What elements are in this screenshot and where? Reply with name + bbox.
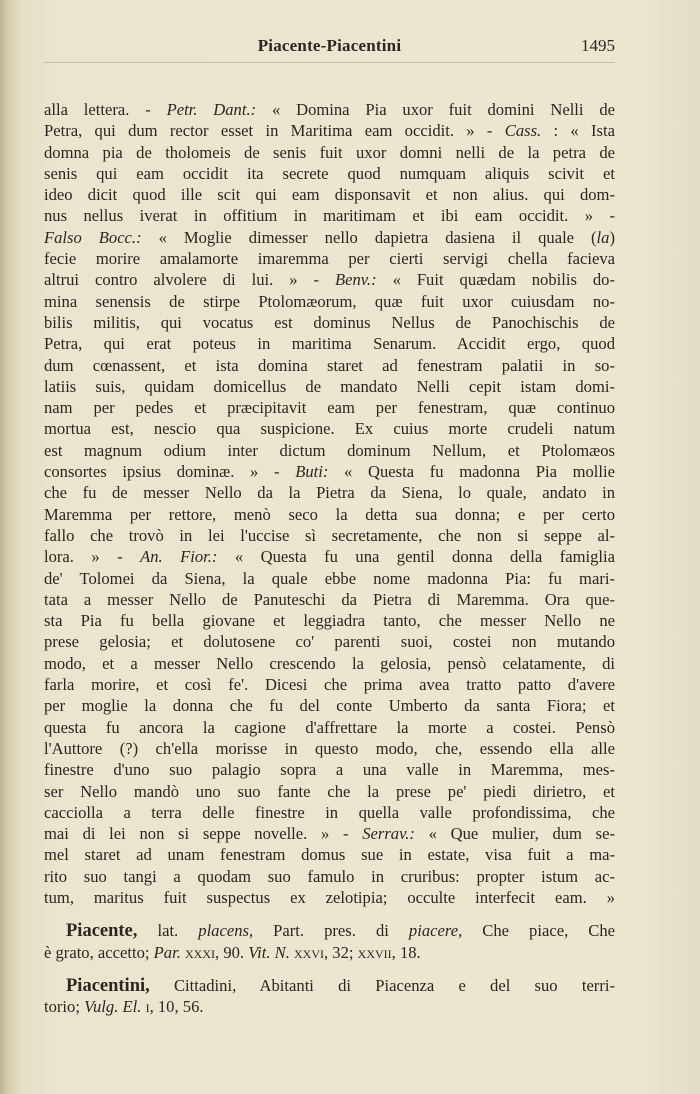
text-line <box>44 333 615 354</box>
text-run: per moglie la donna che fu del conte Umberto da santa Fiora; et <box>44 696 615 716</box>
text-line <box>44 738 615 759</box>
dictionary-entry <box>44 920 615 963</box>
text-run: « Questa fu madonna Pia mollie <box>328 462 615 482</box>
italic-citation: Cass. <box>504 121 542 141</box>
text-run: , 90. <box>215 942 249 962</box>
text-line <box>44 99 615 120</box>
text-line <box>44 823 615 844</box>
text-run: sta Pia fu bella giovane et leggiadra tanto, che messer Nello ne <box>44 611 615 631</box>
headword: Piacentini, <box>66 975 150 996</box>
text-run: ) <box>609 227 615 247</box>
page-number: 1495 <box>581 36 615 55</box>
entry-gap <box>44 908 615 920</box>
text-run: fallo che trovò in lei l'uccise sì secretamente, che non si seppe al- <box>44 525 615 545</box>
text-line <box>44 227 615 248</box>
roman-numeral: xxvi <box>294 942 324 962</box>
text-run: « Moglie dimesser nello dapietra dasiena il quale ( <box>141 227 597 247</box>
entry-gap <box>44 963 615 975</box>
text-run: Petra, qui erat poteus in maritima Senarum. Accidit ergo, quod <box>44 334 615 354</box>
text-line <box>44 631 615 652</box>
text-line <box>44 120 615 141</box>
text-line <box>44 269 615 290</box>
text-run: l'Auttore (?) ch'ella morisse in questo modo, che, essendo ella alle <box>44 738 615 758</box>
text-run: nus nellus iverat in offitium in maritimam et ibi eam occidit. » - <box>44 206 615 226</box>
text-line <box>44 844 615 865</box>
running-header <box>44 36 615 58</box>
text-run: mortua est, nescio qua suspicione. Ex cuius morte crudeli natum <box>44 419 615 439</box>
text-line <box>44 920 615 941</box>
italic-citation: piacere, <box>408 921 463 941</box>
text-run: ser Nello mandò uno suo fante che la prese pe' piedi dirietro, et <box>44 781 615 801</box>
text-line <box>44 695 615 716</box>
text-run: Petra, qui dum rector esset in Maritima eam occidit. » - <box>44 121 505 141</box>
italic-citation: la <box>596 227 610 247</box>
text-line <box>44 482 615 503</box>
text-run: Cittadini, Abitanti di Piacenza e del suo terri- <box>149 975 615 995</box>
headword: Piacente, <box>66 921 138 942</box>
roman-numeral: i <box>145 997 150 1017</box>
text-run: : « Ista <box>541 121 615 141</box>
text-run: « Domina Pia uxor fuit domini Nelli de <box>256 100 616 119</box>
italic-citation: Benv.: <box>335 270 377 290</box>
text-line <box>44 376 615 397</box>
text-run: ideo dicit quod ille scit qui eam disponsavit et non alius. qui dom- <box>44 185 615 205</box>
text-line <box>44 610 615 631</box>
text-run: dum cœnassent, et ista domina staret ad fenestram palatii in so- <box>44 355 615 375</box>
text-run: , 18. <box>391 942 421 962</box>
header-rule <box>44 62 615 63</box>
text-run: , 32; <box>324 942 358 962</box>
text-run: domna pia de tholomeis de senis fuit uxor domni nelli de la petra de <box>44 142 615 162</box>
text-line <box>44 504 615 525</box>
text-line <box>44 996 615 1017</box>
main-paragraph <box>44 99 615 908</box>
text-run: tum, maritus fuit suspectus ex zelotipia; occulte interfecit eam. » <box>44 887 615 907</box>
text-run: lora. » - <box>44 547 141 567</box>
text-run: mina senensis de stirpe Ptolomæorum, quæ fuit uxor cuiusdam no- <box>44 291 615 311</box>
text-run: est magnum odium inter dictum dominum Nellum, et Ptolomæos <box>44 440 615 460</box>
text-line <box>44 942 615 963</box>
roman-numeral: xxxi <box>185 942 216 962</box>
text-run: modo, et a messer Nello crescendo la gelosia, pensò celatamente, di <box>44 653 615 673</box>
italic-citation: Vit. N. <box>248 942 290 962</box>
text-run: torio; <box>44 997 85 1017</box>
italic-citation: Serrav.: <box>362 824 415 844</box>
italic-citation: Vulg. El. <box>84 997 142 1017</box>
text-run: « Fuit quædam nobilis do- <box>376 270 615 290</box>
text-run: « Questa fu una gentil donna della famiglia <box>217 547 615 567</box>
italic-citation: Par. <box>153 942 181 962</box>
text-line <box>44 355 615 376</box>
text-run: bilis militis, qui vocatus est dominus Nellus de Panochischis de <box>44 312 615 332</box>
text-run: mel staret ad unam fenestram domus sue in estate, visa fuit a ma- <box>44 845 615 865</box>
text-run: rito suo tangi a quodam suo famulo in cruribus: propter istum ac- <box>44 866 615 886</box>
text-line <box>44 184 615 205</box>
text-run: alla lettera. - <box>44 100 167 119</box>
text-run: « Que mulier, dum se- <box>414 824 615 844</box>
text-run: tata a messer Nello de Panuteschi da Pietra di Maremma. Ora que- <box>44 589 615 609</box>
text-run: lat. <box>137 921 199 941</box>
italic-citation: Petr. Dant.: <box>166 100 257 119</box>
text-line <box>44 975 615 996</box>
text-line <box>44 717 615 738</box>
italic-citation: Falso Bocc.: <box>44 227 142 247</box>
text-run: consortes ipsius dominæ. » - <box>44 462 296 482</box>
text-line <box>44 802 615 823</box>
text-run: è grato, accetto; <box>44 942 154 962</box>
text-run: fecie morire amalamorte imaremma per cierti servigi chella facieva <box>44 249 615 269</box>
italic-citation: Buti: <box>295 462 329 482</box>
dictionary-entry <box>44 975 615 1018</box>
text-line <box>44 589 615 610</box>
text-line <box>44 291 615 312</box>
text-line <box>44 866 615 887</box>
text-run: farla morire, et così fe'. Dicesi che prima avea tratto patto d'avere <box>44 675 615 695</box>
text-run: latiis suis, quidam domicellus de mandato Nelli cepit istam domi- <box>44 376 615 396</box>
text-line <box>44 397 615 418</box>
text-line <box>44 163 615 184</box>
text-line <box>44 312 615 333</box>
text-run: che fu de messer Nello da la Pietra da Siena, lo quale, andato in <box>44 483 615 503</box>
text-run: senis qui eam occidit ita secrete quod numquam aliquis scivit et <box>44 163 615 183</box>
text-run: prese gelosia; et dolutosene co' parenti suoi, costei non mutando <box>44 632 615 652</box>
text-line <box>44 440 615 461</box>
text-run: questa fu ancora la cagione d'affrettare la morte a costei. Pensò <box>44 717 615 737</box>
text-run: de' Tolomei da Siena, la quale ebbe nome madonna Pia: fu mari- <box>44 568 615 588</box>
text-run: finestre d'uno suo palagio sopra a una valle in Maremma, mes- <box>44 760 615 780</box>
text-line <box>44 248 615 269</box>
roman-numeral: xxvii <box>357 942 392 962</box>
text-run: altrui contro alvolere di lui. » - <box>44 270 335 290</box>
text-line <box>44 759 615 780</box>
text-line <box>44 781 615 802</box>
text-run: cacciolla a terra delle finestre in quella valle profondissima, che <box>44 802 615 822</box>
text-run: , 10, 56. <box>149 997 204 1017</box>
text-line <box>44 461 615 482</box>
page-header-title: Piacente-Piacentini <box>257 36 402 55</box>
text-run: Part. pres. di <box>253 921 409 941</box>
text-line <box>44 418 615 439</box>
text-line <box>44 142 615 163</box>
text-line <box>44 674 615 695</box>
italic-citation: placens, <box>198 921 254 941</box>
text-line <box>44 568 615 589</box>
text-line <box>44 525 615 546</box>
page-body <box>44 99 615 1017</box>
text-line <box>44 887 615 908</box>
text-run: Che piace, Che <box>462 921 615 941</box>
text-run: nam per pedes et præcipitavit eam per fenestram, quæ continuo <box>44 398 615 418</box>
text-run: Maremma per rettore, menò seco la detta sua donna; e per certo <box>44 504 615 524</box>
text-line <box>44 653 615 674</box>
text-line <box>44 546 615 567</box>
text-run: mai di lei non si seppe novelle. » - <box>44 824 363 844</box>
text-line <box>44 205 615 226</box>
italic-citation: An. Fior.: <box>140 547 218 567</box>
